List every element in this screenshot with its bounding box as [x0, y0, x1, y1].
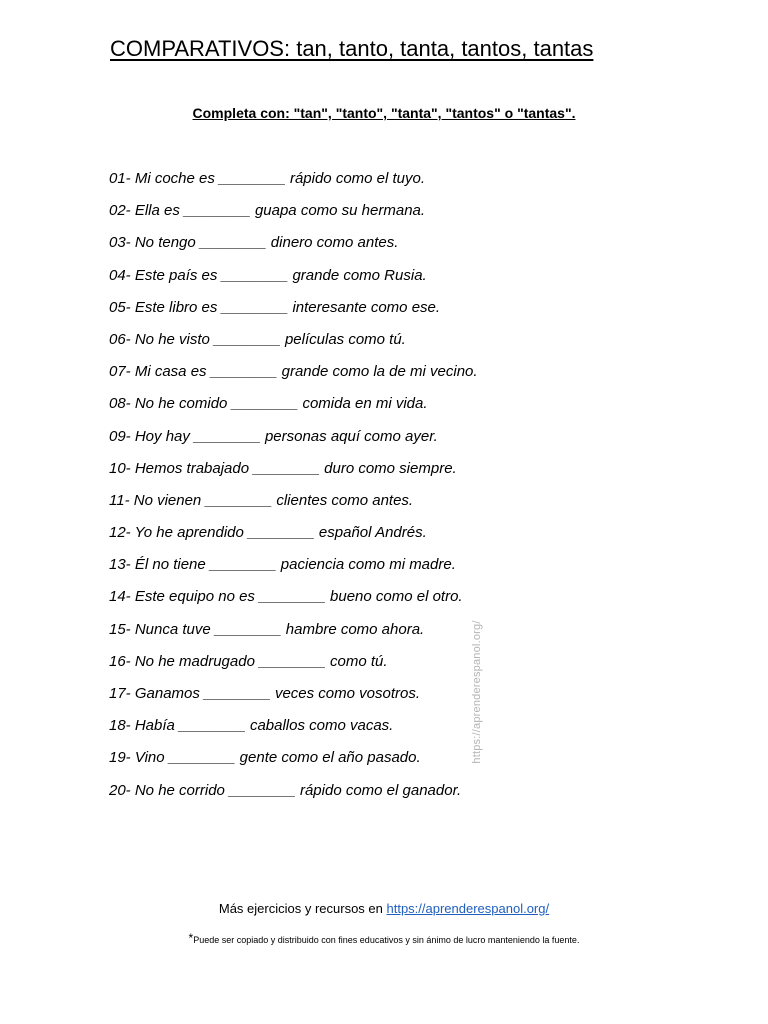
exercise-item: 04- Este país es ________ grande como Rusia.: [109, 266, 427, 284]
exercise-item: 16- No he madrugado ________ como tú.: [109, 652, 388, 670]
exercise-item: 08- No he comido ________ comida en mi vida.: [109, 395, 428, 413]
page-title: COMPARATIVOS: tan, tanto, tanta, tantos, tantas: [110, 36, 594, 61]
exercise-item: 18- Había ________ caballos como vacas.: [109, 717, 394, 735]
exercise-item: 12- Yo he aprendido ________ español Andrés.: [109, 524, 427, 542]
exercise-item: 10- Hemos trabajado ________ duro como siempre.: [109, 459, 457, 477]
instruction-text: Completa con: "tan", "tanto", "tanta", "tantos" o "tantas".: [192, 105, 576, 121]
exercise-item: 17- Ganamos ________ veces como vosotros.: [109, 685, 421, 702]
exercise-item: 20- No he corrido ________ rápido como el ganador.: [109, 781, 462, 799]
exercise-item: 13- Él no tiene ________ paciencia como mi madre.: [109, 556, 456, 574]
exercise-item: 09- Hoy hay ________ personas aquí como ayer.: [109, 427, 438, 445]
exercise-item: 02- Ella es ________ guapa como su hermana.: [109, 202, 426, 220]
exercise-item: 19- Vino ________ gente como el año pasado.: [109, 749, 421, 767]
exercise-item: 14- Este equipo no es ________ bueno como el otro.: [109, 588, 463, 606]
exercise-list: [109, 170, 478, 814]
footer-copyright-note: [0, 931, 768, 945]
exercise-item: 06- No he visto ________ películas como tú.: [109, 330, 406, 348]
exercise-item: 07- Mi casa es ________ grande como la de mi vecino.: [109, 363, 478, 381]
exercise-item: 01- Mi coche es ________ rápido como el tuyo.: [109, 170, 426, 187]
exercise-item: 15- Nunca tuve ________ hambre como ahora.: [109, 620, 425, 638]
exercise-item: 11- No vienen ________ clientes como antes.: [109, 491, 414, 509]
footer-resources-link[interactable]: https://aprenderespanol.org/: [386, 901, 550, 916]
watermark-url: https://aprenderespanol.org/: [471, 620, 483, 764]
exercise-item: 05- Este libro es ________ interesante como ese.: [109, 298, 441, 316]
footer-resources-text: Más ejercicios y recursos en: [218, 901, 387, 916]
footer-note-asterisk: *: [188, 931, 194, 945]
exercise-item: 03- No tengo ________ dinero como antes.: [109, 234, 399, 252]
footer-note-text: Puede ser copiado y distribuido con fines educativos y sin ánimo de lucro manteniendo la fuente.: [193, 935, 580, 945]
footer-resources: [0, 901, 768, 916]
